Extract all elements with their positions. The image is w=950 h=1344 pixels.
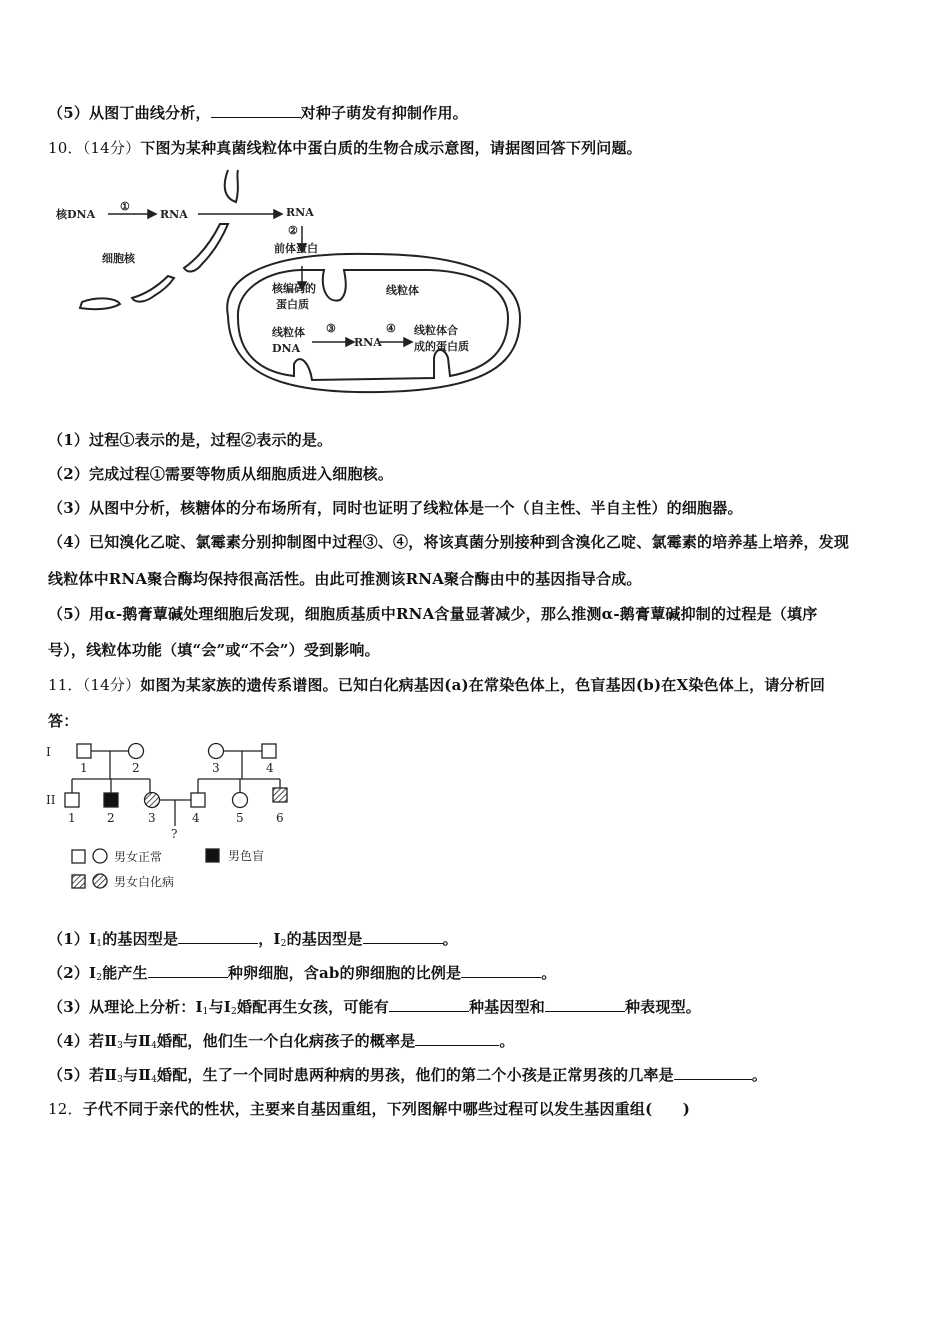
q10-stem: 10．（14分）下图为某种真菌线粒体中蛋白质的生物合成示意图，请据图回答下列问题。 bbox=[48, 139, 642, 157]
label-step-1: ① bbox=[120, 200, 130, 213]
label-mitochondrion: 线粒体 bbox=[386, 284, 419, 297]
pedigree-i4 bbox=[262, 744, 276, 758]
pedigree-ii2-colorblind bbox=[104, 793, 118, 807]
label-ii5: 5 bbox=[236, 811, 244, 825]
label-mito-dna-2: DNA bbox=[272, 342, 301, 355]
legend-colorblind-male bbox=[206, 849, 219, 862]
q9-item-5: （5）从图丁曲线分析， 对种子萌发有抑制作用。 bbox=[48, 104, 468, 122]
generation-i-label: I bbox=[46, 745, 51, 759]
pedigree-ii6-albino bbox=[273, 788, 287, 802]
pedigree-i2 bbox=[129, 744, 144, 759]
answer-blank[interactable] bbox=[674, 1067, 752, 1080]
q10-item-5-cont: 号），线粒体功能（填“会”或“不会”）受到影响。 bbox=[48, 641, 380, 659]
pedigree-i1 bbox=[77, 744, 91, 758]
answer-blank[interactable] bbox=[389, 999, 469, 1012]
pedigree-ii4 bbox=[191, 793, 205, 807]
answer-blank[interactable] bbox=[148, 965, 228, 978]
q11-stem-cont: 答： bbox=[48, 712, 79, 730]
q11-item-1: $(1)Ⅰ_1$的基因型是 ，$Ⅰ_2$的基因型是 。 bbox=[48, 930, 458, 949]
label-ii4: 4 bbox=[192, 811, 200, 825]
label-step-3: ③ bbox=[326, 322, 336, 335]
label-ii3: 3 bbox=[148, 811, 156, 825]
legend-normal-label: 男女正常 bbox=[114, 850, 163, 864]
answer-blank[interactable] bbox=[545, 999, 625, 1012]
label-mito-protein: 线粒体合 bbox=[414, 324, 458, 337]
q10-item-2: （2）完成过程①需要等物质从细胞质进入细胞核。 bbox=[48, 465, 394, 483]
label-i4: 4 bbox=[266, 761, 274, 775]
pedigree-ii1 bbox=[65, 793, 79, 807]
label-nuclear-dna: 核DNA bbox=[56, 208, 96, 221]
label-step-2: ② bbox=[288, 224, 298, 237]
label-nuclear-encoded: 核编码的 bbox=[272, 282, 316, 295]
q10-item-4: （4）已知溴化乙啶、氯霉素分别抑制图中过程③、④，将该真菌分别接种到含溴化乙啶、氯霉素的培养基上培养，发现 bbox=[48, 533, 850, 551]
label-precursor-protein: 前体蛋白 bbox=[274, 242, 318, 255]
legend-colorblind-label: 男色盲 bbox=[228, 849, 265, 863]
legend-albino-male bbox=[72, 875, 85, 888]
label-mito-protein-2: 成的蛋白质 bbox=[414, 340, 469, 353]
label-i3: 3 bbox=[212, 761, 220, 775]
legend-albino-female bbox=[93, 874, 107, 888]
q10-item-1: （1）过程①表示的是，过程②表示的是。 bbox=[48, 431, 333, 449]
label-step-4: ④ bbox=[386, 322, 396, 335]
q10-item-5: （5）用α-鹅膏蕈碱处理细胞后发现，细胞质基质中RNA含量显著减少，那么推测α-鹅膏蕈碱抑制的过程是（填序 bbox=[48, 605, 818, 623]
label-nucleus: 细胞核 bbox=[102, 252, 135, 265]
label-rna-a: RNA bbox=[160, 208, 188, 221]
pedigree-i3 bbox=[209, 744, 224, 759]
pedigree-ii3-albino bbox=[145, 793, 160, 808]
q11-item-5: （5）若$Ⅱ_3$与$Ⅱ_4$婚配，生了一个同时患两种病的男孩，他们的第二个小孩是正常男孩的几率是 。 bbox=[48, 1066, 768, 1085]
q11-stem: 11．（14分）如图为某家族的遗传系谱图。已知白化病基因(a)在常染色体上，色盲基因(b)在X染色体上，请分析回 bbox=[48, 676, 826, 694]
label-ii1: 1 bbox=[68, 811, 76, 825]
generation-ii-label: II bbox=[46, 793, 56, 807]
q11-item-2: $(2)Ⅰ_2$能产生 种卵细胞，含ab的卵细胞的比例是 。 bbox=[48, 964, 557, 983]
pedigree-ii5 bbox=[233, 793, 248, 808]
q11-item-3: （3）从理论上分析：$Ⅰ_1$与$Ⅰ_2$婚配再生女孩，可能有 种基因型和 种表现型。 bbox=[48, 998, 701, 1017]
label-nuclear-encoded-protein: 蛋白质 bbox=[276, 298, 309, 311]
mitochondria-protein-synthesis-diagram bbox=[50, 168, 530, 400]
q11-item-4: （4）若$Ⅱ_3$与$Ⅱ_4$婚配，他们生一个白化病孩子的概率是 。 bbox=[48, 1032, 515, 1051]
answer-blank[interactable] bbox=[211, 105, 301, 118]
q10-item-3: （3）从图中分析，核糖体的分布场所有，同时也证明了线粒体是一个（自主性、半自主性）的细胞器。 bbox=[48, 499, 743, 517]
legend-albino-label: 男女白化病 bbox=[114, 875, 175, 889]
answer-blank[interactable] bbox=[461, 965, 541, 978]
legend-normal-female bbox=[93, 849, 107, 863]
label-unknown-child: ? bbox=[171, 827, 178, 841]
legend-normal-male bbox=[72, 850, 85, 863]
label-i1: 1 bbox=[80, 761, 88, 775]
label-rna-c: RNA bbox=[354, 336, 382, 349]
label-rna-b: RNA bbox=[286, 206, 314, 219]
label-ii2: 2 bbox=[107, 811, 115, 825]
label-i2: 2 bbox=[132, 761, 140, 775]
answer-blank[interactable] bbox=[415, 1033, 499, 1046]
pedigree-chart bbox=[44, 736, 304, 896]
q10-item-4-cont: 线粒体中RNA聚合酶均保持很高活性。由此可推测该RNA聚合酶由中的基因指导合成。 bbox=[48, 570, 642, 588]
label-ii6: 6 bbox=[276, 811, 284, 825]
q12-stem: 12．子代不同于亲代的性状，主要来自基因重组，下列图解中哪些过程可以发生基因重组( ) bbox=[48, 1100, 691, 1118]
answer-blank[interactable] bbox=[178, 931, 258, 944]
answer-blank[interactable] bbox=[363, 931, 443, 944]
label-mito-dna: 线粒体 bbox=[272, 326, 305, 339]
